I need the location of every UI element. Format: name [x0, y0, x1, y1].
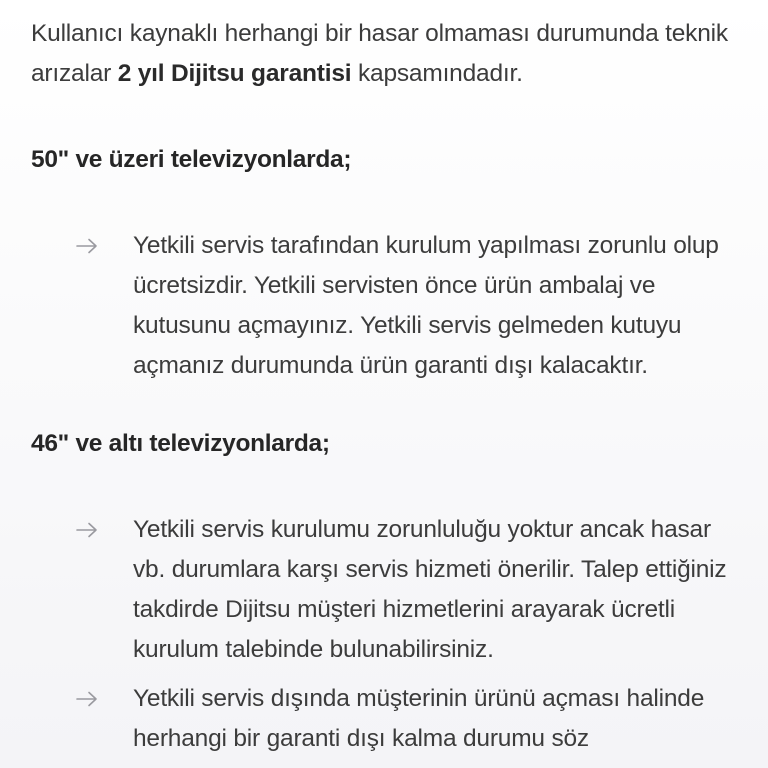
arrow-right-icon: [31, 510, 133, 538]
list-item: [31, 510, 736, 670]
arrow-right-icon: [31, 226, 133, 254]
list-item: [31, 679, 736, 759]
list-item: [31, 226, 736, 386]
warranty-info-content: [31, 14, 736, 759]
list-50-inch: [31, 226, 736, 386]
list-item-text: Yetkili servis dışında müşterinin ürünü açması halinde herhangi bir garanti dışı kalma durumu söz: [133, 685, 705, 752]
intro-text-after: kapsamındadır.: [351, 60, 523, 87]
list-item-text: Yetkili servis tarafından kurulum yapılması zorunlu olup ücretsizdir. Yetkili servisten önce ürün ambalaj ve kutusunu açmayınız. Yetkili servis gelmeden kutuyu açmanız durumunda ürün garanti dışı kalacaktır.: [133, 232, 719, 379]
warranty-intro-paragraph: [31, 14, 736, 94]
section-heading-46-inch: 46" ve altı televizyonlarda;: [31, 430, 330, 457]
warranty-highlight: 2 yıl Dijitsu garantisi: [117, 60, 352, 87]
section-heading-50-inch: 50" ve üzeri televizyonlarda;: [31, 146, 352, 173]
intro-text-before: Kullanıcı kaynaklı herhangi bir hasar olmaması durumunda teknik arızalar: [31, 20, 728, 87]
arrow-right-icon: [31, 679, 133, 707]
list-item-text: Yetkili servis kurulumu zorunluluğu yoktur ancak hasar vb. durumlara karşı servis hizmeti önerilir. Talep ettiğiniz takdirde Dijitsu müşteri hizmetlerini arayarak ücretli kurulum talebinde bulunabilirsiniz.: [133, 516, 727, 663]
list-46-inch: [31, 510, 736, 759]
